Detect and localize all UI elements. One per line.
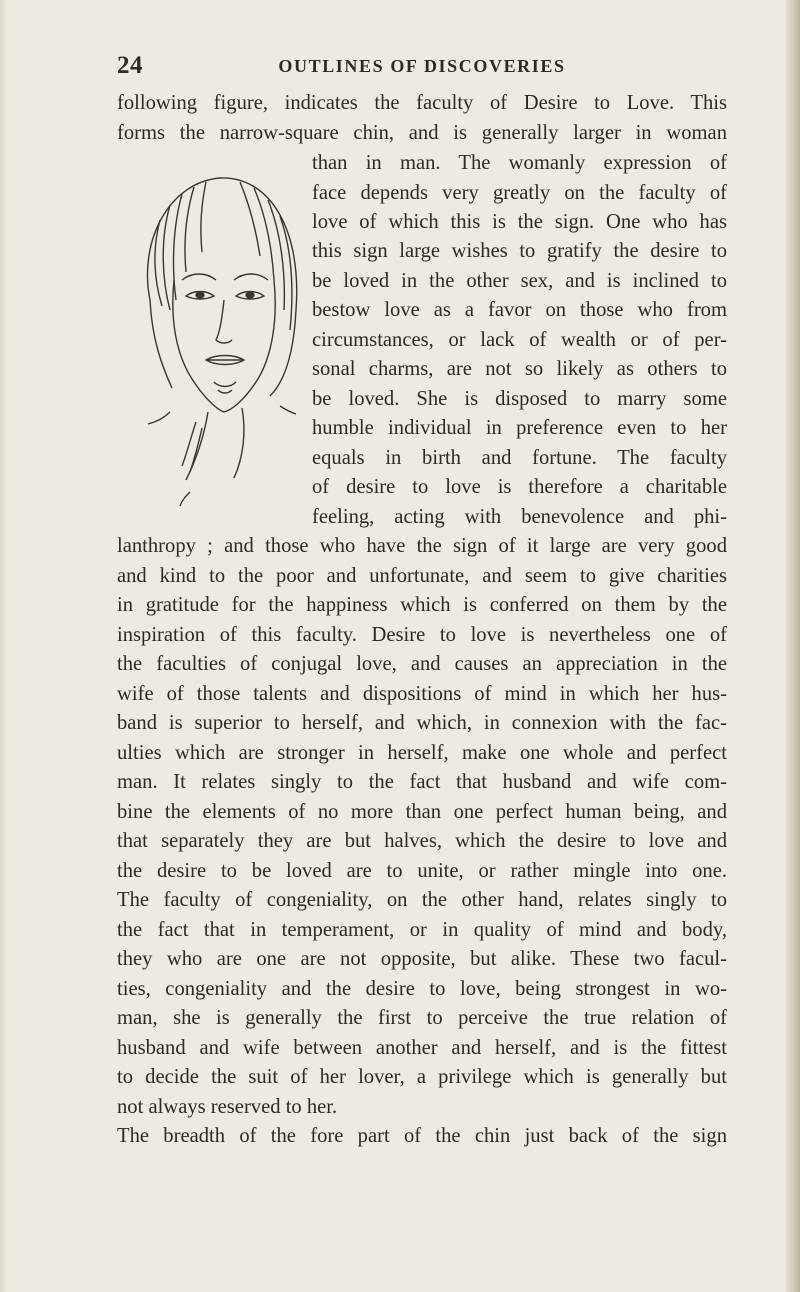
text-line: be loved. She is disposed to marry some: [312, 388, 727, 410]
text-line: the desire to be loved are to unite, or rather mingle into one.: [117, 860, 727, 882]
text-line: sonal charms, are not so likely as others to: [312, 358, 727, 380]
text-line: they who are one are not opposite, but alike. These two facul-: [117, 948, 727, 970]
text-line: circumstances, or lack of wealth or of per-: [312, 329, 727, 351]
text-line: humble individual in preference even to her: [312, 417, 727, 439]
text-line: in gratitude for the happiness which is conferred on them by the: [117, 594, 727, 616]
text-line: The faculty of congeniality, on the other hand, relates singly to: [117, 889, 727, 911]
running-head: OUTLINES OF DISCOVERIES: [278, 56, 566, 76]
page-gutter-shadow: [0, 0, 6, 1292]
text-line: not always reserved to her.: [117, 1096, 338, 1118]
text-line: bine the elements of no more than one perfect human being, and: [117, 801, 727, 823]
page-number: 24: [117, 52, 143, 79]
text-line: lanthropy ; and those who have the sign of it large are very good: [117, 535, 727, 557]
text-line: bestow love as a favor on those who from: [312, 299, 727, 321]
text-line: love of which this is the sign. One who has: [312, 211, 727, 233]
text-line: following figure, indicates the faculty of Desire to Love. This: [117, 92, 727, 114]
text-line: than in man. The womanly expression of: [312, 152, 727, 174]
text-line: ulties which are stronger in herself, make one whole and perfect: [117, 742, 727, 764]
text-line: band is superior to herself, and which, in connexion with the fac-: [117, 712, 727, 734]
text-line: man, she is generally the first to perceive the true relation of: [117, 1007, 727, 1029]
text-line: the fact that in temperament, or in quality of mind and body,: [117, 919, 727, 941]
text-line: this sign large wishes to gratify the desire to: [312, 240, 727, 262]
page-edge: [786, 0, 800, 1292]
text-line: the faculties of conjugal love, and causes an appreciation in the: [117, 653, 727, 675]
text-line: ties, congeniality and the desire to love, being strongest in wo-: [117, 978, 727, 1000]
face-illustration-icon: [110, 160, 320, 520]
text-line: man. It relates singly to the fact that husband and wife com-: [117, 771, 727, 793]
text-line: feeling, acting with benevolence and phi-: [312, 506, 727, 528]
text-line: husband and wife between another and herself, and is the fittest: [117, 1037, 727, 1059]
text-line: forms the narrow-square chin, and is generally larger in woman: [117, 122, 727, 144]
face-profile-illustration: [110, 160, 320, 520]
text-line: face depends very greatly on the faculty of: [312, 182, 727, 204]
text-line: inspiration of this faculty. Desire to love is nevertheless one of: [117, 624, 727, 646]
text-line: of desire to love is therefore a charitable: [312, 476, 727, 498]
text-line: to decide the suit of her lover, a privilege which is generally but: [117, 1066, 727, 1088]
text-line: equals in birth and fortune. The faculty: [312, 447, 727, 469]
text-line: that separately they are but halves, which the desire to love and: [117, 830, 727, 852]
text-line: The breadth of the fore part of the chin just back of the sign: [117, 1125, 727, 1147]
text-line: be loved in the other sex, and is inclined to: [312, 270, 727, 292]
text-line: and kind to the poor and unfortunate, and seem to give charities: [117, 565, 727, 587]
text-line: wife of those talents and dispositions of mind in which her hus-: [117, 683, 727, 705]
page-header: [117, 52, 727, 86]
